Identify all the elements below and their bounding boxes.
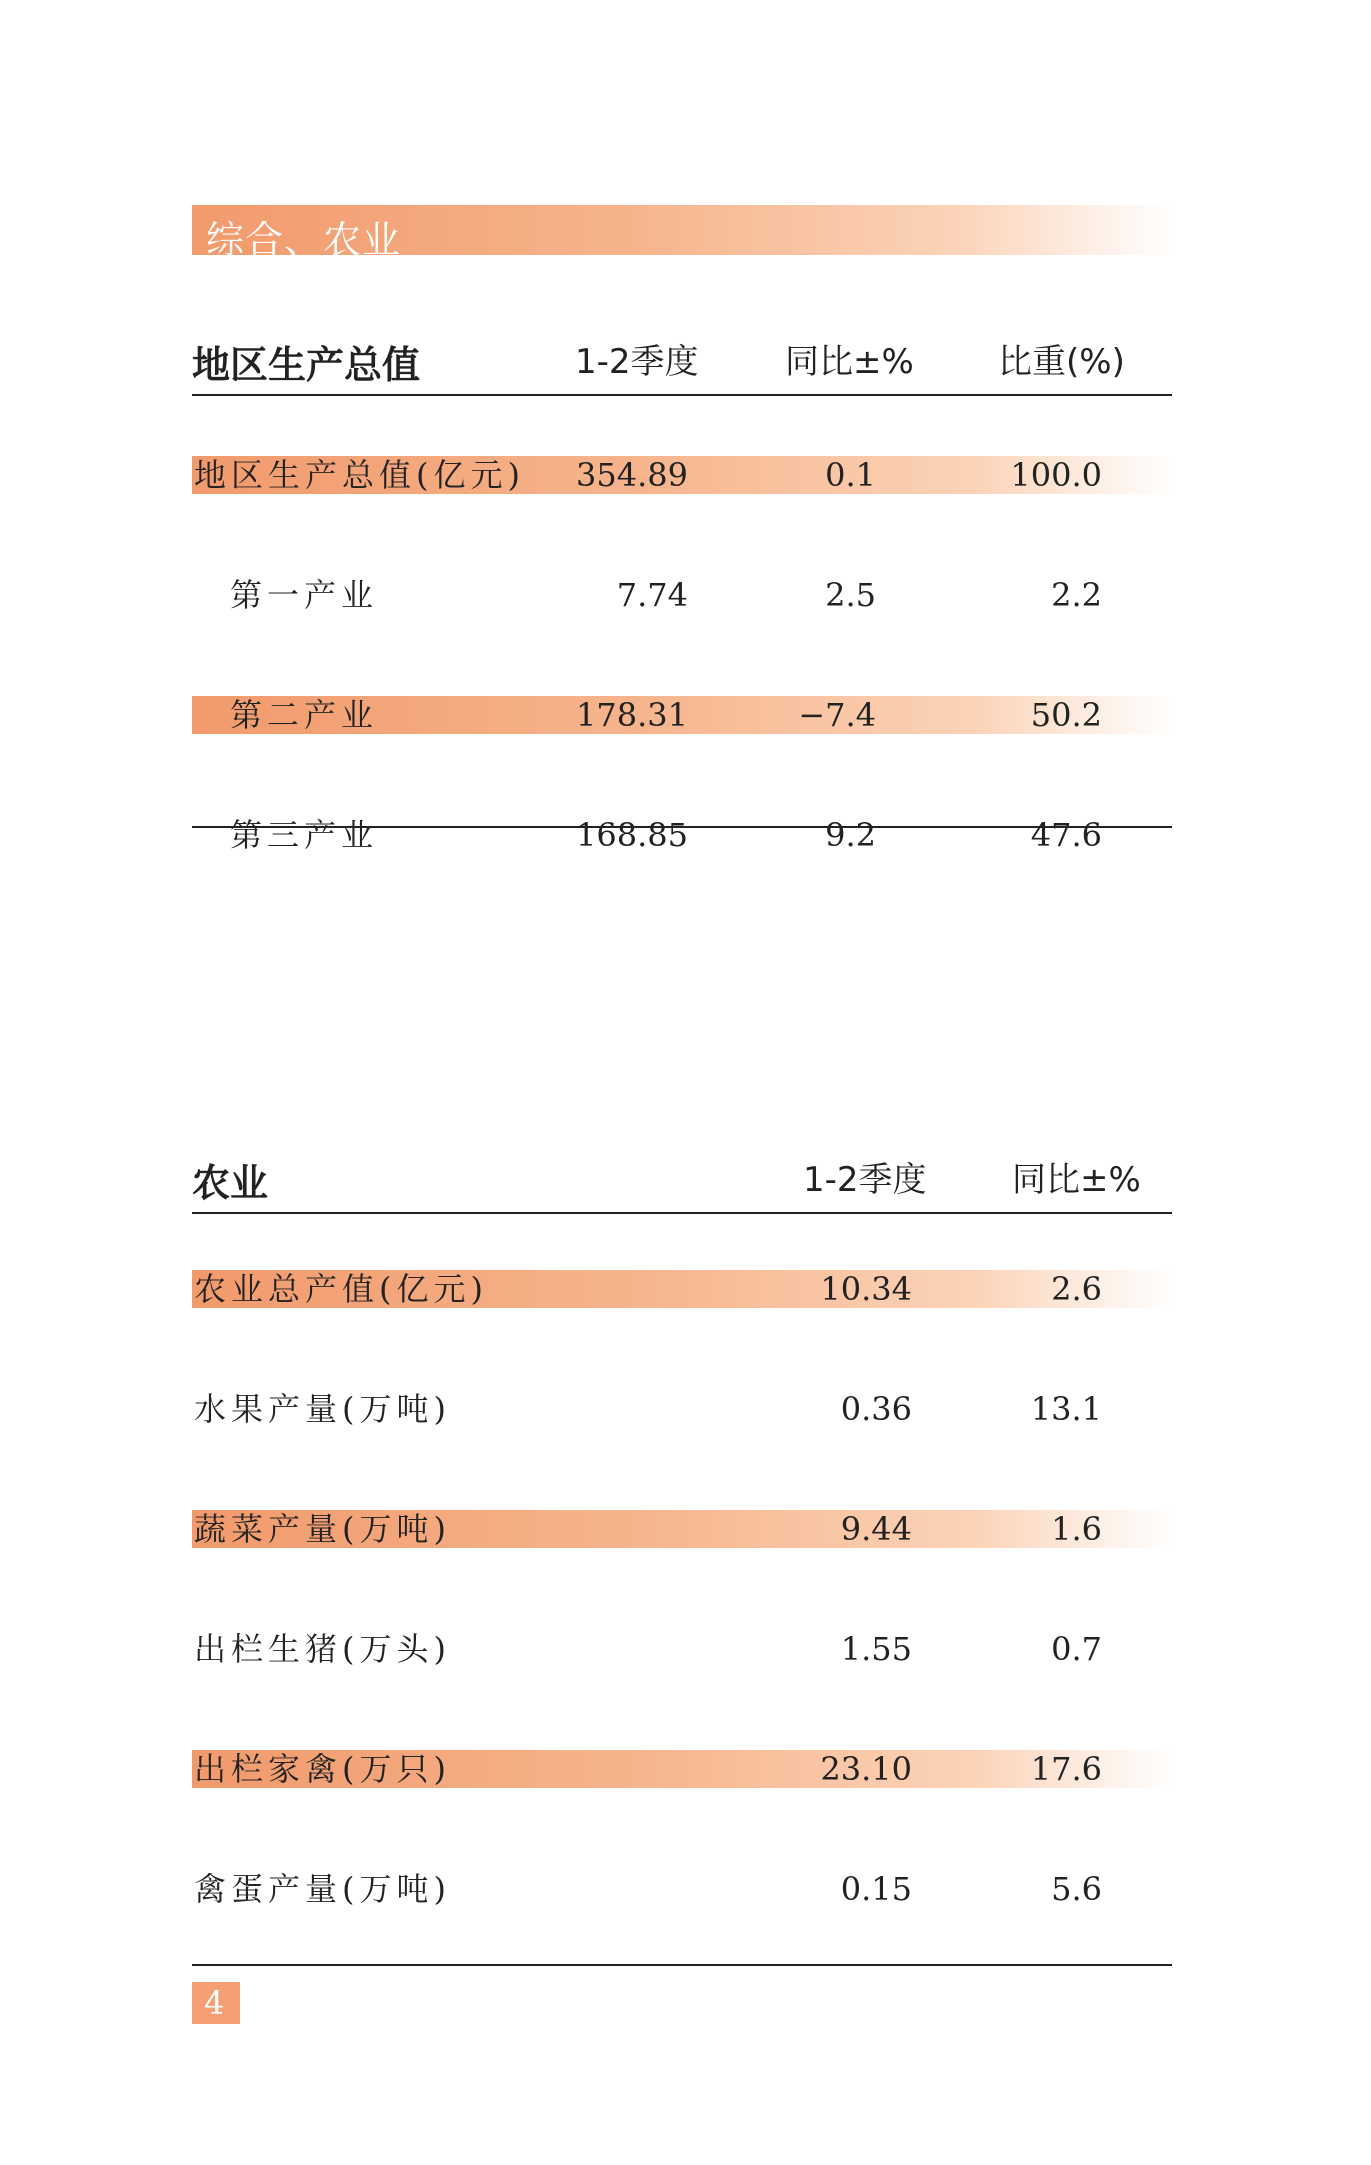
row-label: 蔬菜产量(万吨) [194,1510,451,1548]
table-row [192,1390,1172,1428]
table-row [192,1270,1172,1308]
row-value-yoy: 2.5 [825,576,876,614]
row-value-yoy: 2.6 [1051,1270,1102,1308]
gdp-col-yoy: 同比±% [785,342,914,382]
agri-table [192,1148,1172,1966]
row-value-period: 9.44 [840,1510,912,1548]
row-label: 第二产业 [230,696,379,734]
row-value-period: 7.74 [616,576,688,614]
gdp-table-title: 地区生产总值 [192,343,421,387]
gdp-table [192,330,1172,854]
row-label: 第三产业 [230,816,379,854]
row-value-period: 168.85 [576,816,688,854]
table-row [192,1510,1172,1548]
gdp-table-body [192,396,1172,854]
row-value-share: 50.2 [1030,696,1102,734]
row-value-yoy: 9.2 [825,816,876,854]
table-row [192,456,1172,494]
row-value-period: 10.34 [820,1270,912,1308]
row-label: 出栏生猪(万头) [194,1630,451,1668]
table-row [192,1750,1172,1788]
row-value-yoy: 1.6 [1051,1510,1102,1548]
row-value-yoy: 17.6 [1030,1750,1102,1788]
row-value-yoy: 5.6 [1051,1870,1102,1908]
row-value-period: 178.31 [576,696,688,734]
row-value-yoy: −7.4 [798,696,876,734]
page-number: 4 [204,1984,225,2022]
agri-table-header [192,1148,1172,1214]
row-value-yoy: 13.1 [1030,1390,1102,1428]
agri-col-period: 1-2季度 [803,1160,927,1200]
row-label: 地区生产总值(亿元) [194,456,525,494]
row-value-yoy: 0.7 [1051,1630,1102,1668]
table-row [192,816,1172,854]
row-label: 水果产量(万吨) [194,1390,451,1428]
row-value-period: 0.36 [840,1390,912,1428]
row-value-share: 100.0 [1010,456,1102,494]
row-value-share: 2.2 [1051,576,1102,614]
row-label: 出栏家禽(万只) [194,1750,451,1788]
gdp-col-period: 1-2季度 [575,342,699,382]
gdp-col-share: 比重(%) [998,342,1125,382]
row-label: 第一产业 [230,576,379,614]
row-value-period: 0.15 [840,1870,912,1908]
row-value-period: 1.55 [840,1630,912,1668]
section-title: 综合、农业 [206,218,402,262]
row-label: 农业总产值(亿元) [194,1270,488,1308]
gdp-table-header [192,330,1172,396]
row-label: 禽蛋产量(万吨) [194,1870,451,1908]
section-banner [192,205,1172,262]
page-number-badge [192,1982,240,2024]
row-value-yoy: 0.1 [825,456,876,494]
table-row [192,1630,1172,1668]
table-row [192,576,1172,614]
table-row [192,1870,1172,1908]
table-row [192,696,1172,734]
row-value-period: 354.89 [576,456,688,494]
agri-table-title: 农业 [192,1161,269,1205]
row-value-period: 23.10 [820,1750,912,1788]
agri-col-yoy: 同比±% [1012,1160,1141,1200]
row-value-share: 47.6 [1030,816,1102,854]
agri-table-body [192,1214,1172,1966]
